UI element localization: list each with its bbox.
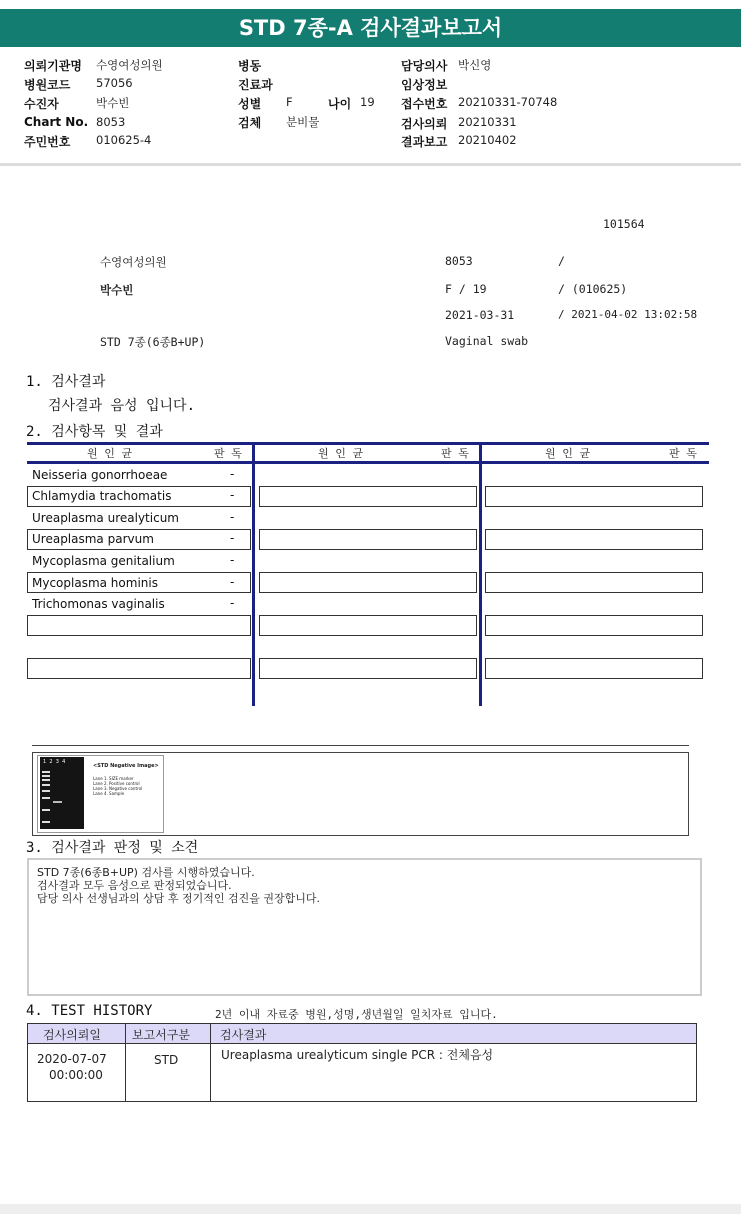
history-header: 검사결과 — [220, 1028, 267, 1042]
col-header-result: 판 독 — [441, 447, 469, 460]
header-label: 성별 — [238, 97, 262, 111]
marker-band — [42, 790, 50, 792]
history-header-row — [28, 1024, 696, 1043]
history-type: STD — [154, 1053, 179, 1067]
row-box — [485, 529, 703, 550]
organism-name: Trichomonas vaginalis — [32, 597, 165, 611]
header-divider — [0, 163, 741, 166]
age-label: 나이 — [328, 97, 352, 111]
header-value: 20210331-70748 — [458, 95, 558, 109]
history-header-rule — [27, 1043, 697, 1044]
header-label: Chart No. — [24, 115, 89, 129]
organism-name: Chlamydia trachomatis — [32, 489, 172, 503]
row-box — [485, 615, 703, 636]
header-label: 병동 — [238, 59, 262, 73]
opinion-box — [27, 858, 702, 996]
info-slash: / — [558, 254, 565, 268]
opinion-line: 검사결과 모두 음성으로 판정되었습니다. — [37, 879, 232, 892]
organism-result: - — [230, 531, 235, 545]
organism-result: - — [230, 510, 235, 524]
header-value: 박수빈 — [96, 96, 130, 110]
opinion-line: 담당 의사 선생님과의 상담 후 정기적인 검진을 권장합니다. — [37, 892, 320, 905]
organism-name: Neisseria gonorrhoeae — [32, 468, 168, 482]
info-received: 2021-03-31 — [445, 308, 515, 322]
organism-result: - — [230, 467, 235, 481]
organism-name: Ureaplasma parvum — [32, 532, 154, 546]
organism-result: - — [230, 488, 235, 502]
history-column-divider — [210, 1023, 211, 1102]
info-test: STD 7종(6종B+UP) — [100, 335, 206, 349]
header-label: 검체 — [238, 116, 262, 130]
gel-legend: Lane 4. Sample — [93, 791, 125, 796]
section1-summary: 검사결과 음성 입니다. — [48, 398, 196, 414]
header-value: 박신영 — [458, 58, 492, 72]
info-birth: / (010625) — [558, 282, 628, 296]
gel-legend: Lane 3. Negative control — [93, 786, 143, 791]
report-title: STD 7종-A 검사결과보고서 — [0, 9, 741, 47]
row-box — [27, 615, 251, 636]
marker-band — [42, 821, 50, 823]
header-label: 병원코드 — [24, 78, 71, 92]
history-date: 2020-07-07 — [37, 1052, 107, 1066]
col-header-organism: 원 인 균 — [318, 447, 364, 460]
header-value: 57056 — [96, 76, 133, 90]
info-hospital: 수영여성의원 — [100, 255, 167, 269]
section1-title: 1. 검사결과 — [26, 374, 106, 390]
header-value: 8053 — [96, 115, 126, 129]
organism-result: - — [230, 596, 235, 610]
row-box — [485, 572, 703, 593]
info-reported: / 2021-04-02 13:02:58 — [558, 308, 698, 321]
row-box — [259, 572, 477, 593]
header-label: 임상정보 — [401, 78, 448, 92]
info-chart: 8053 — [445, 254, 473, 268]
row-box — [259, 658, 477, 679]
marker-band — [42, 784, 50, 786]
history-column-divider — [125, 1023, 126, 1102]
col-header-result: 판 독 — [669, 447, 697, 460]
header-value: 20210402 — [458, 133, 517, 147]
row-box — [485, 658, 703, 679]
marker-band — [42, 779, 50, 781]
table-column-divider — [252, 442, 255, 706]
gel-legend: Lane 1. SIZE marker — [93, 776, 134, 781]
document-number: 101564 — [603, 217, 645, 231]
organism-name: Ureaplasma urealyticum — [32, 511, 179, 525]
marker-band — [42, 797, 50, 799]
history-header: 검사의뢰일 — [43, 1028, 101, 1042]
info-patient: 박수빈 — [100, 283, 134, 297]
header-label: 수진자 — [24, 97, 59, 111]
header-label: 담당의사 — [401, 59, 448, 73]
section4-title: 4. TEST HISTORY — [26, 1003, 153, 1019]
section3-title: 3. 검사결과 판정 및 소견 — [26, 840, 199, 856]
header-label: 접수번호 — [401, 97, 448, 111]
header-value: 수영여성의원 — [96, 58, 163, 72]
gel-picture — [40, 757, 84, 829]
gel-lane-numbers: 1 2 3 4 — [43, 759, 66, 765]
gel-legend: Lane 2. Positive control — [93, 781, 140, 786]
header-label: 주민번호 — [24, 135, 71, 149]
history-note: 2년 이내 자료중 병원,성명,생년월일 일치자료 입니다. — [215, 1008, 498, 1021]
header-value: 분비물 — [286, 115, 320, 129]
col-header-organism: 원 인 균 — [87, 447, 133, 460]
row-box — [259, 615, 477, 636]
row-box — [259, 529, 477, 550]
row-box — [27, 658, 251, 679]
history-result: Ureaplasma urealyticum single PCR : 전체음성 — [221, 1048, 494, 1062]
row-box — [259, 486, 477, 507]
header-value: F — [286, 95, 293, 109]
organism-name: Mycoplasma hominis — [32, 576, 158, 590]
header-label: 진료과 — [238, 78, 273, 92]
gel-title: <STD Negative Image> — [93, 763, 159, 769]
history-time: 00:00:00 — [49, 1068, 103, 1082]
section2-title: 2. 검사항목 및 결과 — [26, 424, 163, 440]
opinion-text — [37, 866, 320, 905]
marker-band — [42, 771, 50, 773]
marker-band — [42, 775, 50, 777]
page-footer-band — [0, 1204, 741, 1214]
organism-result: - — [230, 575, 235, 589]
gel-top-rule — [32, 745, 689, 746]
marker-band — [42, 809, 50, 811]
opinion-line: STD 7종(6종B+UP) 검사를 시행하였습니다. — [37, 866, 255, 879]
organism-result: - — [230, 553, 235, 567]
col-header-organism: 원 인 균 — [545, 447, 591, 460]
age-value: 19 — [360, 95, 375, 109]
positive-band — [53, 801, 62, 803]
header-value: 010625-4 — [96, 133, 152, 147]
row-box — [485, 486, 703, 507]
header-label: 결과보고 — [401, 135, 448, 149]
header-label: 의뢰기관명 — [24, 59, 82, 73]
table-header-rule — [27, 461, 709, 464]
info-specimen: Vaginal swab — [445, 334, 529, 348]
table-column-divider — [479, 442, 482, 706]
header-label: 검사의뢰 — [401, 117, 448, 131]
info-sex-age: F / 19 — [445, 282, 487, 296]
organism-name: Mycoplasma genitalium — [32, 554, 175, 568]
history-header: 보고서구분 — [132, 1028, 190, 1042]
col-header-result: 판 독 — [214, 447, 242, 460]
header-value: 20210331 — [458, 115, 517, 129]
